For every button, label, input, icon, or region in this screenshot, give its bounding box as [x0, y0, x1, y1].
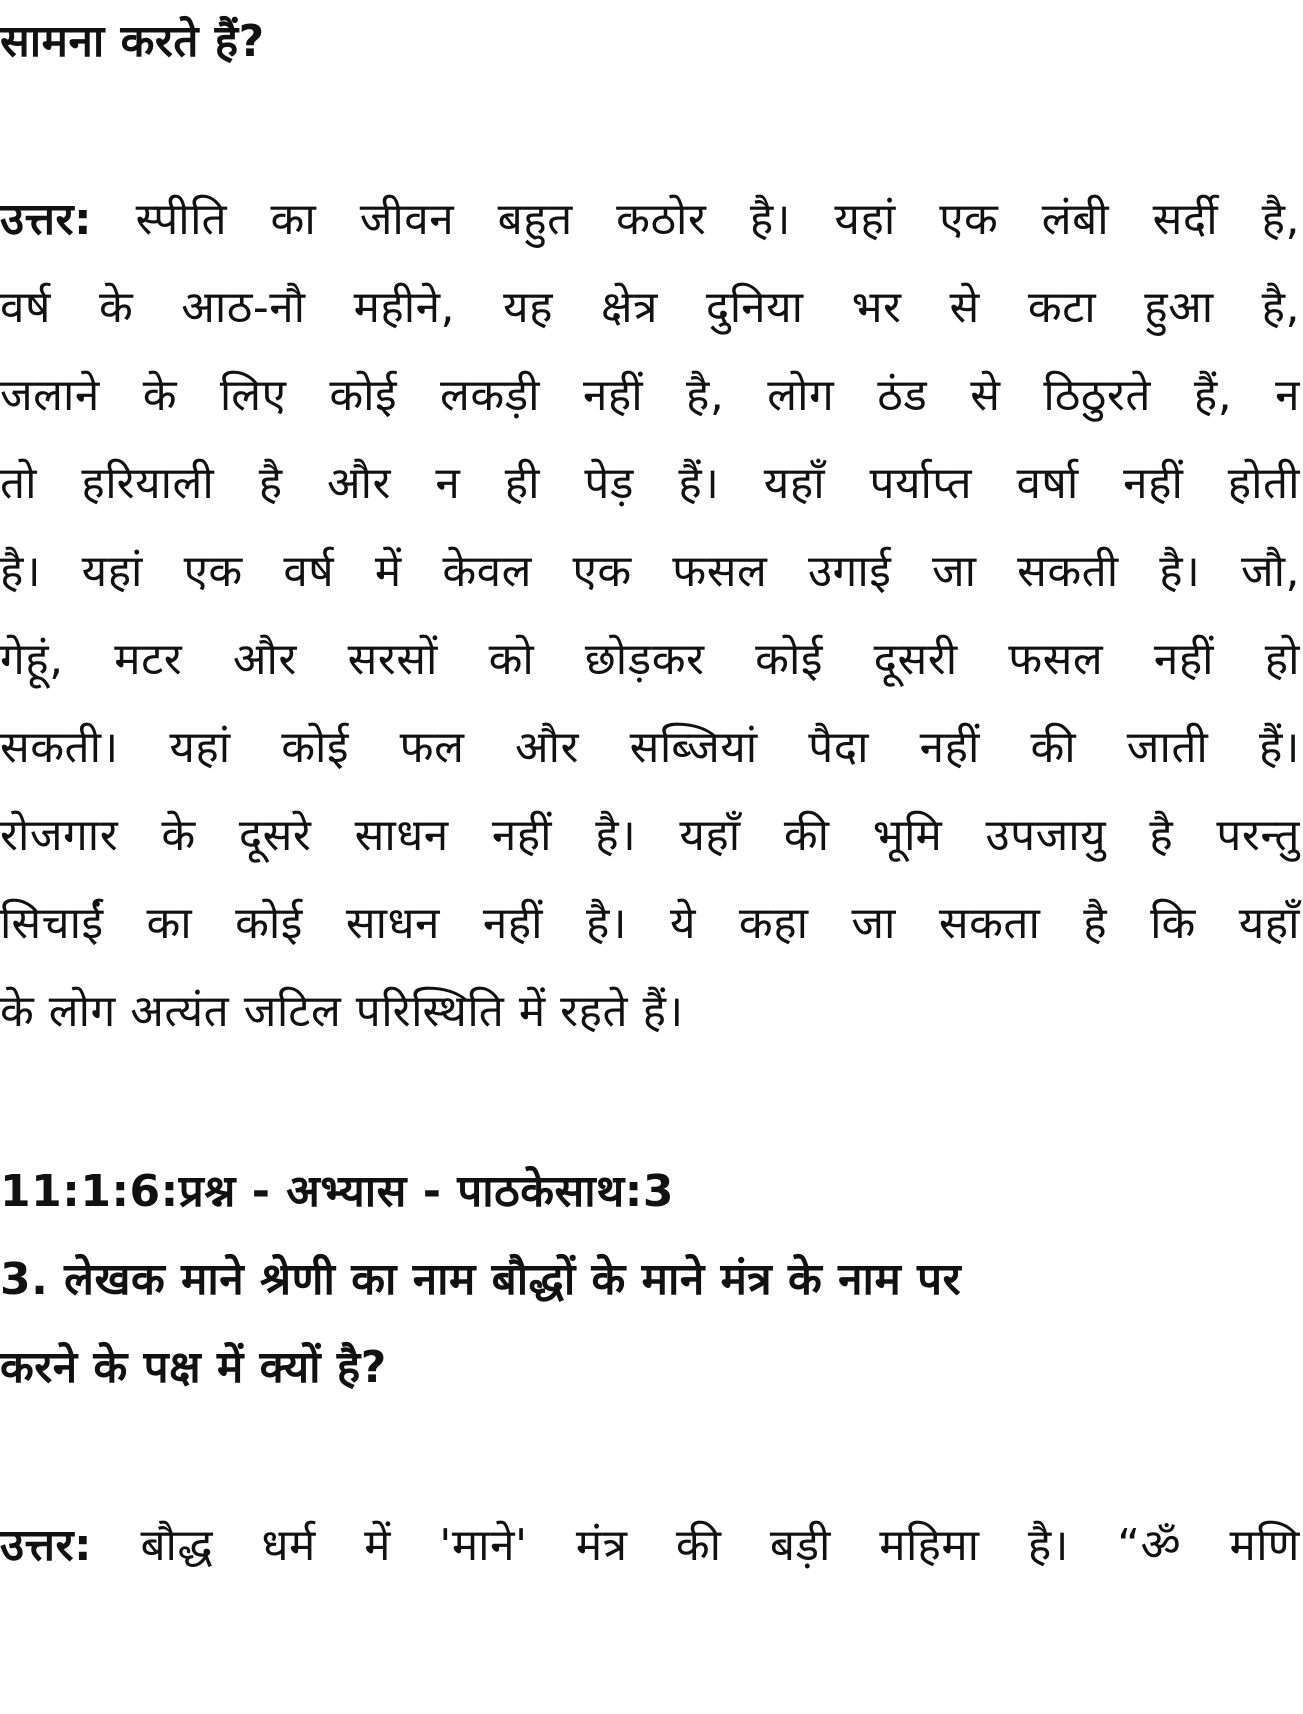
answer1-line-1: [0, 190, 1300, 250]
question-tail: सामना करते हैं?: [0, 16, 265, 67]
answer1-line-3: जलाने के लिए कोई लकड़ी नहीं है, लोग ठंड से ठिठुरते हैं, न: [0, 370, 1300, 421]
answer1-label: उत्तर:: [0, 194, 93, 245]
answer1-line-9: सिचाईं का कोई साधन नहीं है। ये कहा जा सकता है कि यहाँ: [0, 898, 1300, 949]
answer1-line-4: तो हरियाली है और न ही पेड़ हैं। यहाँ पर्याप्त वर्षा नहीं होती: [0, 458, 1300, 509]
answer1-line-5: है। यहां एक वर्ष में केवल एक फसल उगाई जा सकती है। जौ,: [0, 546, 1300, 597]
answer3-label: उत्तर:: [0, 1520, 93, 1571]
section-reference: 11:1:6:प्रश्न - अभ्यास - पाठकेसाथ:3: [0, 1166, 674, 1217]
answer1-first-line-text: स्पीति का जीवन बहुत कठोर है। यहां एक लंबी सर्दी है,: [135, 194, 1300, 245]
answer1-line-6: गेहूं, मटर और सरसों को छोड़कर कोई दूसरी फसल नहीं हो: [0, 634, 1300, 685]
answer1-line-8: रोजगार के दूसरे साधन नहीं है। यहाँ की भूमि उपजायु है परन्तु: [0, 810, 1300, 861]
question3-line-1: 3. लेखक माने श्रेणी का नाम बौद्धों के माने मंत्र के नाम पर: [0, 1254, 962, 1305]
answer3-first-line-text: बौद्ध धर्म में 'माने' मंत्र की बड़ी महिमा है। “ॐ मणि: [140, 1520, 1300, 1571]
answer1-line-10: के लोग अत्यंत जटिल परिस्थिति में रहते हैं।: [0, 986, 684, 1037]
answer1-line-7: सकती। यहां कोई फल और सब्जियां पैदा नहीं की जाती हैं।: [0, 722, 1300, 773]
question3-line-2: करने के पक्ष में क्यों है?: [0, 1342, 387, 1393]
answer1-line-2: वर्ष के आठ-नौ महीने, यह क्षेत्र दुनिया भर से कटा हुआ है,: [0, 282, 1300, 333]
answer3-line-1: [0, 1516, 1300, 1576]
